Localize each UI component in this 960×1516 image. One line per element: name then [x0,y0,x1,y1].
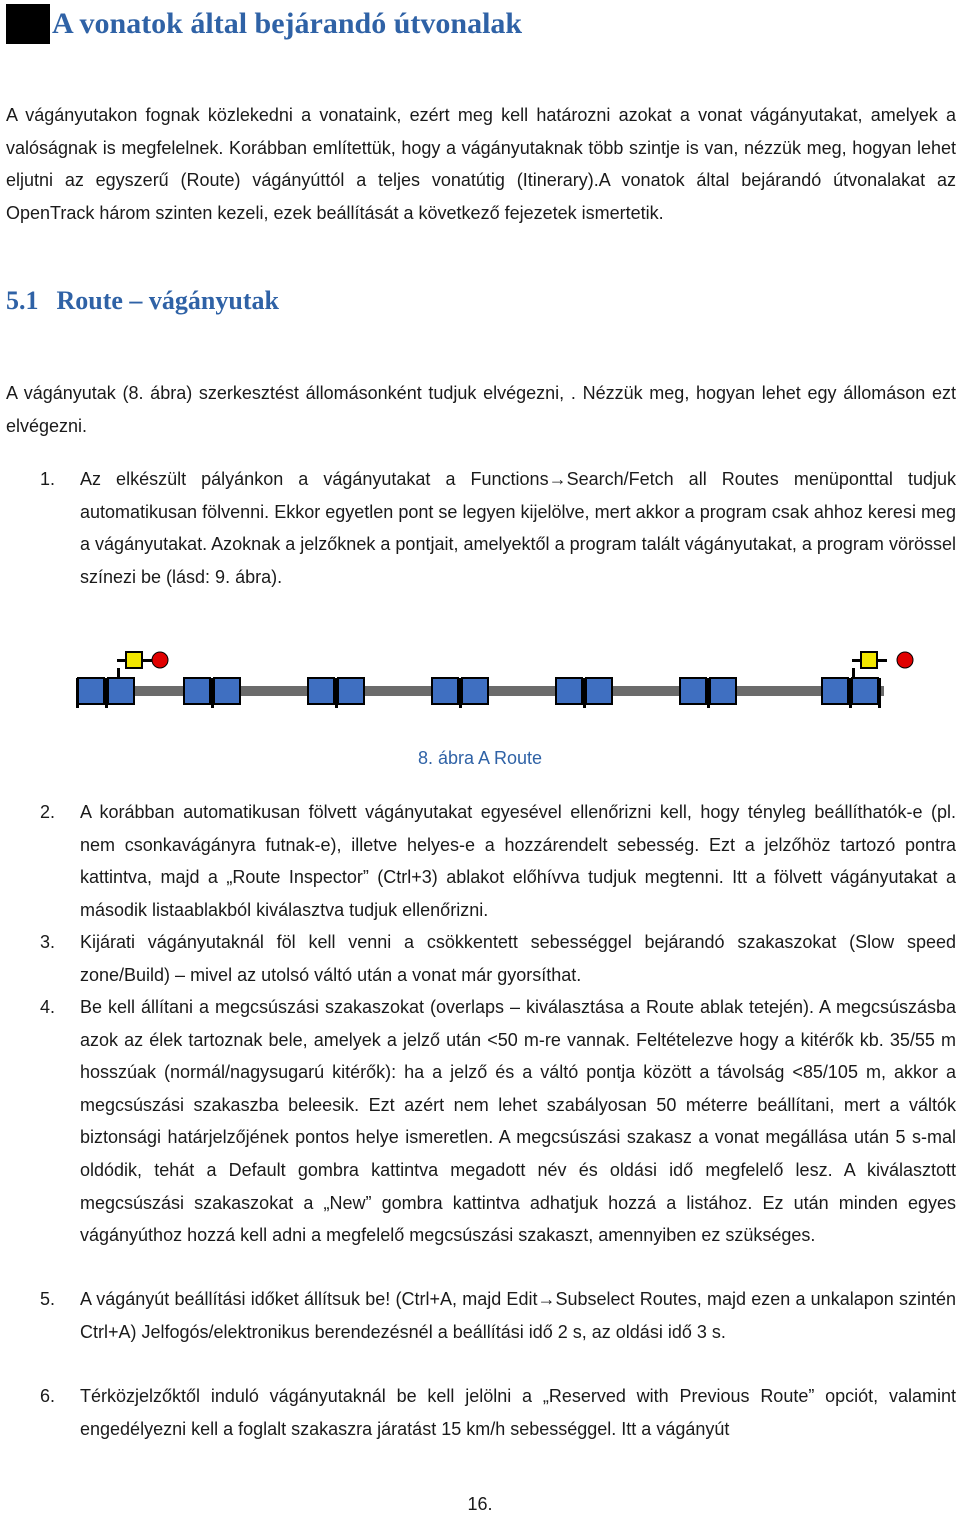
list-item-text: Kijárati vágányutaknál föl kell venni a csökkentett sebességgel bejárandó szakaszokat (Slow speed zone/Build) – mivel az utolsó váltó után a vonat már gyorsíthat. [80,932,956,985]
track-node-pair [76,678,134,708]
list-item-text: A korábban automatikusan fölvett vágányutakat egyesével ellenőrizni kell, hogy tényleg beállíthatók-e (pl. nem csonkavágányra futnak-e), illetve helyes-e a hozzárendelt sebesség. Ezt a jelzőhöz tartozó pontra kattintva, majd a „Route Inspector” (Ctrl+3) ablakot előhívva tudjuk megtenni. Itt a fölvett vágányutakat a második listaablakból kiválasztva tudjuk ellenőrizni. [80,802,956,920]
heading-2-number: 5.1 [6,286,39,315]
track-node-pair [432,678,488,708]
list-item-number: 1. [40,469,56,489]
list-item-text: Az elkészült pályánkon a vágányutakat a Functions→Search/Fetch all Routes menüponttal tudjuk automatikusan fölvenni. Ekkor egyetlen pont se legyen kijelölve, mert akkor a program csak ahhoz keresi meg a vágányutakat. Azoknak a jelzőknek a pontjait, amelyektől a program talált vágányutakat, a program vörössel színezi be (lásd: 9. ábra). [80,469,956,587]
list-item-number: 4. [40,997,56,1017]
heading-1-text: A vonatok által bejárandó útvonalak [52,7,523,40]
route-diagram [70,640,920,720]
intro-paragraph: A vágányutakon fognak közlekedni a vonataink, ezért meg kell határozni azokat a vonat vágányutakat, amelyek a valóságnak is megfelelnek. Korábban említettük, hogy a vágányutaknak több szintje is van, nézzük meg, hogyan lehet eljutni az egyszerű (Route) vágányúttól a teljes vonatútig (Itinerary).A vonatok által bejárandó útvonalakat az OpenTrack három szinten kezeli, ezek beállítását a következő fejezetek ismertetik. [6,105,956,223]
track-node-pair [184,678,240,708]
list-item-text: Térközjelzőktől induló vágányutaknál be kell jelölni a „Reserved with Previous Route” opciót, valamint engedélyezni kell a foglalt szakaszra járatást 15 km/h sebességgel. Itt a vágányút [80,1386,956,1439]
figure-caption: 8. ábra A Route [417,748,543,768]
heading-1 [6,4,522,44]
heading-marker [6,4,50,44]
list-item-number: 3. [40,932,56,952]
list-item-text: Be kell állítani a megcsúszási szakaszokat (overlaps – kiválasztása a Route ablak tetején). A megcsúszásba azok az élek tartoznak bele, amelyek a jelző után <50 m-re vannak. Feltételezve hogy a kitérők kb. 35/55 m hosszúak (normál/nagysugarú kitérők): ha a jelző és a váltó pontja között a távolság <85/105 m, akkor a megcsúszási szakaszba beleesik. Ezt azért nem lehet szabályosan 50 méterre beállítani, mert a váltók biztonsági határjelzőjének pontos helye ismeretlen. A megcsúszási szakasz a vonat megállása után 5 s-mal oldódik, tehát a Default gombra kattintva megadott név és oldási idő megfelelő lesz. A kiválasztott megcsúszási szakaszokat a „New” gombra kattintva adhatjuk hozzá a listához. Ez után minden egyes vágányúthoz hozzá kell adni a megfelelő megcsúszási szakaszt, amennyiben ez szükséges. [80,997,956,1246]
track-node-pair [822,678,881,708]
heading-2-title: Route – vágányutak [56,286,279,315]
track-node-pair [556,678,612,708]
track-node-pair [680,678,736,708]
list-item-number: 6. [40,1386,56,1406]
track-node-pair [308,678,364,708]
heading-2 [6,286,279,316]
list-item-text: A vágányút beállítási időket állítsuk be! (Ctrl+A, majd Edit→Subselect Routes, majd ezen a unkalapon szintén Ctrl+A) Jelfogós/elektronikus berendezésnél a beállítási idő 2 s, az oldási idő 3 s. [80,1289,956,1342]
page-number: 16. [467,1494,493,1514]
list-item-number: 2. [40,802,56,822]
list-item-number: 5. [40,1289,56,1309]
section-intro-paragraph: A vágányutak (8. ábra) szerkesztést állomásonként tudjuk elvégezni, . Nézzük meg, hogyan lehet egy állomáson ezt elvégezni. [6,383,956,436]
route-figure [70,640,920,720]
